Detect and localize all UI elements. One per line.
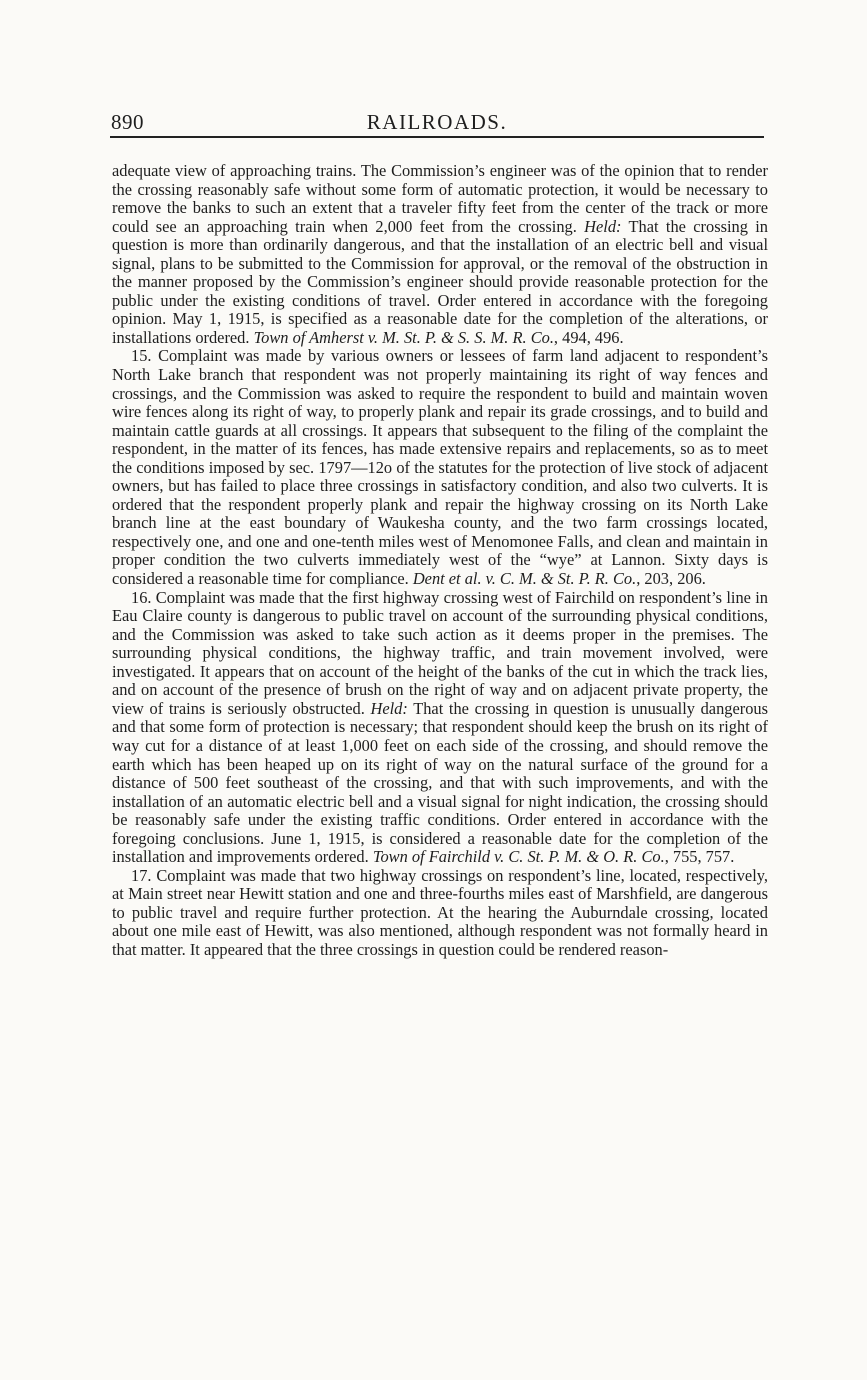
- paragraph-text: That the crossing in question is more than ordinarily dangerous, and that the installation of an electric bell and visual signal, plans to be submitted to the Commission for approval, or the removal of the obstruction in the manner proposed by the Commission’s engineer should provide reasonable protection for the public under the existing conditions of travel. Order entered in accordance with the foregoing opinion. May 1, 1915, is specified as a reasonable date for the completion of the alterations, or installations ordered.: [112, 216, 768, 347]
- paragraph-text: 17. Complaint was made that two highway crossings on respondent’s line, located, respectively, at Main street near Hewitt station and one and three-fourths miles east of Marshfield, are dangerous to public travel and require further protection. At the hearing the Auburndale crossing, located about one mile east of Hewitt, was also mentioned, although respondent was not formally heard in that matter. It appeared that the three crossings in question could be rendered reason-: [112, 865, 768, 959]
- page-number: 890: [111, 110, 144, 134]
- paragraph-text: , 203, 206.: [636, 569, 706, 589]
- paragraph-text: 16. Complaint was made that the first highway crossing west of Fairchild on respondent’s line in Eau Claire county is dangerous to public travel on account of the surrounding physical conditions, and the Commission was asked to take such action as it deems proper in the premises. The surrounding physical conditions, the highway traffic, and train movement involved, were investigated. It appears that on account of the height of the banks of the cut in which the track lies, and on account of the presence of brush on the right of way and on adjacent private property, the view of trains is seriously obstructed.: [112, 587, 768, 718]
- body-text: [112, 162, 768, 960]
- running-head: [111, 110, 763, 138]
- paragraph-text: , 494, 496.: [553, 327, 624, 347]
- paragraph-text: adequate view of approaching trains. The Commission’s engineer was of the opinion that to render the crossing reasonably safe without some form of automatic protection, it would be necessary to remove the banks to such an extent that a traveler fifty feet from the center of the track or more could see an approaching train when 2,000 feet from the crossing.: [112, 161, 768, 236]
- header-rule: [110, 136, 764, 138]
- paragraph-text: , 755, 757.: [664, 847, 735, 867]
- held-label: Held:: [370, 698, 408, 718]
- paragraph-text: 15. Complaint was made by various owners or lessees of farm land adjacent to respondent’s North Lake branch that respondent was not properly maintaining its right of way fences and crossings, and the Commission was asked to require the respondent to build and maintain woven wire fences along its right of way, to properly plank and repair its grade crossings, and to build and maintain cattle guards at all crossings. It appears that subsequent to the filing of the complaint the respondent, in the matter of its fences, has made extensive repairs and replacements, so as to meet the conditions imposed by sec. 1797—12o of the statutes for the protection of live stock of adjacent owners, but has failed to place three crossings in satisfactory condition, and also two culverts. It is ordered that the respondent properly plank and repair the highway crossing on its North Lake branch line at the east boundary of Waukesha county, and the two farm crossings located, respectively one, and one and one-tenth miles west of Menomonee Falls, and clean and maintain in proper condition the two culverts immediately west of the “wye” at Lannon. Sixty days is considered a reasonable time for compliance.: [112, 346, 768, 589]
- paragraph: [112, 589, 768, 867]
- paragraph-text: That the crossing in question is unusually dangerous and that some form of protection is necessary; that respondent should keep the brush on its right of way cut for a distance of at least 1,000 feet on each side of the crossing, and should remove the earth which has been heaped up on its right of way on the natural surface of the ground for a distance of 500 feet southeast of the crossing, and that with such improvements, and with the installation of an automatic electric bell and a visual signal for night indication, the crossing should be reasonably safe under the existing traffic conditions. Order entered in accordance with the foregoing conclusions. June 1, 1915, is considered a reasonable date for the completion of the installation and improvements ordered.: [112, 698, 768, 867]
- case-citation: Dent et al. v. C. M. & St. P. R. Co.: [412, 569, 637, 589]
- held-label: Held:: [584, 216, 622, 236]
- paragraph: [112, 867, 768, 960]
- case-citation: Town of Amherst v. M. St. P. & S. S. M. R. Co.: [253, 327, 554, 347]
- paragraph: [112, 347, 768, 588]
- paragraph: [112, 162, 768, 347]
- case-citation: Town of Fairchild v. C. St. P. M. & O. R. Co.: [372, 847, 665, 867]
- section-title: RAILROADS.: [366, 110, 508, 134]
